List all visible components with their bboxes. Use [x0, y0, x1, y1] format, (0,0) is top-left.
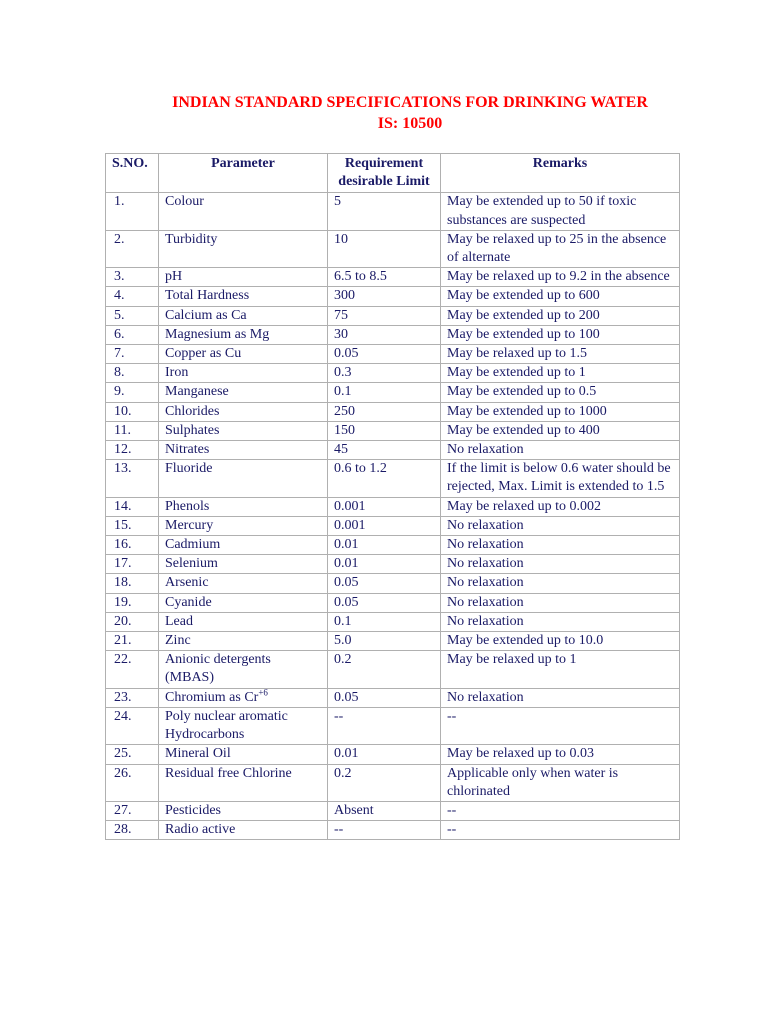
cell-parameter [159, 421, 328, 440]
table-row [106, 516, 680, 535]
cell-parameter-text: Mercury [165, 517, 214, 533]
header-requirement: Requirement desirable Limit [328, 154, 441, 193]
cell-limit-text: 75 [334, 307, 348, 323]
cell-remarks [441, 764, 680, 801]
cell-parameter-text: Chromium as Cr [165, 689, 259, 705]
cell-parameter-text: Lead [165, 613, 193, 629]
specifications-table [105, 153, 680, 840]
cell-remarks [441, 460, 680, 497]
cell-remarks [441, 402, 680, 421]
cell-parameter [159, 574, 328, 593]
cell-remarks [441, 801, 680, 820]
cell-limit-text: 0.01 [334, 746, 359, 762]
cell-remarks [441, 383, 680, 402]
cell-parameter [159, 536, 328, 555]
table-row [106, 364, 680, 383]
cell-sno [106, 345, 159, 364]
cell-parameter [159, 193, 328, 230]
cell-sno-text: 4. [114, 288, 125, 304]
cell-sno [106, 421, 159, 440]
cell-limit [328, 306, 441, 325]
cell-remarks [441, 193, 680, 230]
cell-parameter-text: Cadmium [165, 537, 221, 553]
cell-parameter [159, 306, 328, 325]
cell-remarks [441, 364, 680, 383]
cell-remarks-text: No relaxation [447, 594, 524, 610]
cell-remarks-text: No relaxation [447, 556, 524, 572]
cell-remarks [441, 593, 680, 612]
cell-parameter [159, 441, 328, 460]
table-row [106, 306, 680, 325]
cell-limit [328, 536, 441, 555]
cell-limit-text: 0.001 [334, 498, 366, 514]
table-row [106, 612, 680, 631]
table-row [106, 460, 680, 497]
cell-remarks-text: No relaxation [447, 517, 524, 533]
table-row [106, 801, 680, 820]
cell-sno-text: 23. [114, 689, 132, 705]
cell-remarks [441, 345, 680, 364]
cell-sno [106, 516, 159, 535]
cell-sno-text: 17. [114, 556, 132, 572]
cell-remarks-text: May be extended up to 1000 [447, 403, 607, 419]
cell-remarks-text: May be extended up to 200 [447, 307, 600, 323]
cell-limit-text: 0.01 [334, 556, 359, 572]
cell-sno [106, 364, 159, 383]
cell-parameter-superscript: +6 [258, 687, 268, 698]
table-row [106, 268, 680, 287]
table-row [106, 325, 680, 344]
cell-sno-text: 26. [114, 765, 132, 781]
cell-remarks-text: May be relaxed up to 1.5 [447, 346, 587, 362]
cell-limit-text: 30 [334, 326, 348, 342]
cell-remarks-text: May be extended up to 600 [447, 288, 600, 304]
table-row [106, 383, 680, 402]
cell-limit-text: 0.1 [334, 613, 352, 629]
cell-sno [106, 745, 159, 764]
cell-sno-text: 6. [114, 326, 125, 342]
table-row [106, 536, 680, 555]
cell-limit-text: Absent [334, 802, 374, 818]
header-parameter: Parameter [159, 154, 328, 193]
cell-sno-text: 14. [114, 498, 132, 514]
cell-parameter [159, 651, 328, 688]
cell-limit-text: 5.0 [334, 633, 352, 649]
table-row [106, 555, 680, 574]
cell-limit [328, 707, 441, 744]
cell-parameter [159, 593, 328, 612]
cell-parameter-text: Cyanide [165, 594, 212, 610]
cell-limit-text: 0.2 [334, 765, 352, 781]
cell-sno [106, 821, 159, 840]
cell-limit-text: 10 [334, 231, 348, 247]
cell-parameter [159, 688, 328, 707]
table-body [106, 193, 680, 840]
table-row [106, 402, 680, 421]
cell-limit-text: 0.1 [334, 384, 352, 400]
cell-remarks-text: May be extended up to 400 [447, 422, 600, 438]
table-row [106, 593, 680, 612]
cell-sno [106, 402, 159, 421]
cell-parameter-text: Selenium [165, 556, 218, 572]
cell-limit-text: 0.05 [334, 346, 359, 362]
table-row [106, 230, 680, 267]
cell-limit-text: -- [334, 822, 344, 838]
cell-parameter-text: Magnesium as Mg [165, 326, 270, 342]
cell-remarks-text: May be extended up to 50 if toxic substances are suspected [447, 194, 637, 228]
cell-remarks-text: No relaxation [447, 613, 524, 629]
cell-limit-text: 150 [334, 422, 355, 438]
cell-remarks [441, 287, 680, 306]
cell-remarks [441, 306, 680, 325]
cell-remarks-text: May be relaxed up to 9.2 in the absence [447, 269, 670, 285]
cell-parameter [159, 707, 328, 744]
cell-remarks [441, 688, 680, 707]
cell-limit [328, 441, 441, 460]
cell-parameter [159, 345, 328, 364]
cell-sno-text: 20. [114, 613, 132, 629]
table-row [106, 745, 680, 764]
cell-parameter-text: Chlorides [165, 403, 220, 419]
cell-limit [328, 460, 441, 497]
cell-sno-text: 16. [114, 537, 132, 553]
cell-parameter [159, 268, 328, 287]
table-row [106, 821, 680, 840]
cell-limit [328, 688, 441, 707]
cell-parameter-text: Fluoride [165, 461, 213, 477]
cell-parameter-text: Iron [165, 365, 189, 381]
cell-limit [328, 651, 441, 688]
cell-limit [328, 745, 441, 764]
cell-remarks-text: No relaxation [447, 575, 524, 591]
cell-limit [328, 632, 441, 651]
cell-limit [328, 421, 441, 440]
cell-limit [328, 193, 441, 230]
title-line-1: INDIAN STANDARD SPECIFICATIONS FOR DRINKING WATER [172, 94, 648, 111]
cell-parameter-text: Zinc [165, 633, 191, 649]
cell-limit [328, 821, 441, 840]
cell-parameter [159, 632, 328, 651]
cell-sno [106, 651, 159, 688]
cell-remarks-text: -- [447, 708, 457, 724]
cell-limit [328, 287, 441, 306]
cell-remarks-text: No relaxation [447, 442, 524, 458]
cell-limit-text: 0.6 to 1.2 [334, 461, 387, 477]
title-line-2: IS: 10500 [377, 115, 443, 132]
cell-sno [106, 632, 159, 651]
cell-remarks [441, 632, 680, 651]
cell-remarks-text: May be extended up to 10.0 [447, 633, 604, 649]
cell-parameter-text: Arsenic [165, 575, 209, 591]
cell-limit-text: 5 [334, 194, 341, 210]
cell-parameter-text: Turbidity [165, 231, 218, 247]
table-row [106, 345, 680, 364]
cell-limit-text: 0.05 [334, 689, 359, 705]
header-row [106, 154, 680, 193]
cell-sno [106, 555, 159, 574]
cell-parameter-text: Pesticides [165, 802, 221, 818]
cell-sno-text: 22. [114, 652, 132, 668]
cell-parameter [159, 555, 328, 574]
cell-parameter [159, 383, 328, 402]
cell-parameter-text: Calcium as Ca [165, 307, 247, 323]
cell-parameter [159, 821, 328, 840]
table-row [106, 287, 680, 306]
cell-parameter-text: Manganese [165, 384, 229, 400]
cell-limit-text: 250 [334, 403, 355, 419]
table-header [106, 154, 680, 193]
cell-remarks [441, 574, 680, 593]
cell-parameter-text: Radio active [165, 822, 236, 838]
cell-parameter [159, 516, 328, 535]
cell-parameter-text: Phenols [165, 498, 210, 514]
cell-sno [106, 460, 159, 497]
cell-sno-text: 27. [114, 802, 132, 818]
cell-sno [106, 497, 159, 516]
cell-limit [328, 555, 441, 574]
cell-remarks-text: May be relaxed up to 0.002 [447, 498, 601, 514]
cell-remarks-text: May be relaxed up to 1 [447, 652, 577, 668]
document-title [0, 92, 768, 134]
cell-sno-text: 19. [114, 594, 132, 610]
cell-limit [328, 801, 441, 820]
cell-parameter [159, 364, 328, 383]
cell-remarks [441, 497, 680, 516]
cell-sno [106, 574, 159, 593]
cell-sno [106, 441, 159, 460]
cell-remarks [441, 441, 680, 460]
cell-limit-text: -- [334, 708, 344, 724]
cell-remarks-text: May be extended up to 0.5 [447, 384, 597, 400]
cell-limit [328, 593, 441, 612]
cell-sno-text: 12. [114, 442, 132, 458]
cell-remarks-text: May be extended up to 1 [447, 365, 586, 381]
cell-remarks [441, 612, 680, 631]
cell-parameter-text: Mineral Oil [165, 746, 231, 762]
cell-limit [328, 516, 441, 535]
cell-limit-text: 0.05 [334, 594, 359, 610]
cell-sno-text: 9. [114, 384, 125, 400]
cell-remarks-text: May be extended up to 100 [447, 326, 600, 342]
table-row [106, 707, 680, 744]
cell-parameter [159, 230, 328, 267]
cell-parameter-text: Anionic detergents (MBAS) [165, 652, 271, 686]
cell-parameter-text: Total Hardness [165, 288, 250, 304]
cell-remarks [441, 268, 680, 287]
cell-limit-text: 0.3 [334, 365, 352, 381]
cell-limit [328, 574, 441, 593]
cell-sno-text: 21. [114, 633, 132, 649]
cell-sno [106, 536, 159, 555]
cell-limit [328, 230, 441, 267]
cell-remarks [441, 325, 680, 344]
cell-remarks-text: -- [447, 802, 457, 818]
cell-limit [328, 764, 441, 801]
cell-parameter [159, 497, 328, 516]
cell-remarks-text: If the limit is below 0.6 water should be rejected, Max. Limit is extended to 1.5 [447, 461, 671, 495]
cell-parameter [159, 460, 328, 497]
cell-remarks [441, 745, 680, 764]
cell-remarks [441, 707, 680, 744]
cell-sno-text: 13. [114, 461, 132, 477]
cell-sno [106, 306, 159, 325]
header-sno: S.NO. [106, 154, 159, 193]
table-row [106, 193, 680, 230]
cell-limit-text: 6.5 to 8.5 [334, 269, 387, 285]
cell-sno-text: 25. [114, 746, 132, 762]
cell-sno [106, 593, 159, 612]
cell-limit [328, 325, 441, 344]
table-row [106, 497, 680, 516]
cell-remarks-text: No relaxation [447, 689, 524, 705]
cell-parameter [159, 764, 328, 801]
cell-remarks [441, 821, 680, 840]
cell-sno-text: 18. [114, 575, 132, 591]
cell-limit [328, 383, 441, 402]
cell-sno [106, 287, 159, 306]
cell-sno [106, 383, 159, 402]
cell-parameter [159, 325, 328, 344]
cell-remarks [441, 230, 680, 267]
cell-sno-text: 8. [114, 365, 125, 381]
table-row [106, 688, 680, 707]
cell-remarks [441, 421, 680, 440]
cell-sno [106, 688, 159, 707]
cell-sno-text: 7. [114, 346, 125, 362]
cell-sno [106, 325, 159, 344]
cell-limit [328, 497, 441, 516]
cell-limit-text: 0.2 [334, 652, 352, 668]
cell-remarks [441, 516, 680, 535]
cell-parameter [159, 287, 328, 306]
cell-limit [328, 612, 441, 631]
cell-sno-text: 10. [114, 403, 132, 419]
cell-sno [106, 268, 159, 287]
table-row [106, 441, 680, 460]
cell-remarks-text: May be relaxed up to 0.03 [447, 746, 594, 762]
cell-sno-text: 15. [114, 517, 132, 533]
cell-parameter [159, 801, 328, 820]
cell-sno [106, 801, 159, 820]
cell-remarks [441, 555, 680, 574]
cell-limit [328, 345, 441, 364]
cell-parameter [159, 402, 328, 421]
table-row [106, 574, 680, 593]
cell-sno [106, 707, 159, 744]
cell-sno-text: 5. [114, 307, 125, 323]
cell-parameter-text: Residual free Chlorine [165, 765, 292, 781]
cell-parameter-text: Nitrates [165, 442, 210, 458]
header-remarks: Remarks [441, 154, 680, 193]
cell-limit [328, 364, 441, 383]
cell-sno-text: 2. [114, 231, 125, 247]
cell-limit-text: 0.01 [334, 537, 359, 553]
cell-remarks-text: No relaxation [447, 537, 524, 553]
cell-remarks [441, 651, 680, 688]
cell-limit [328, 402, 441, 421]
cell-limit-text: 0.05 [334, 575, 359, 591]
cell-limit-text: 45 [334, 442, 348, 458]
cell-limit-text: 300 [334, 288, 355, 304]
cell-sno-text: 24. [114, 708, 132, 724]
table-row [106, 632, 680, 651]
table-row [106, 421, 680, 440]
cell-sno-text: 1. [114, 194, 125, 210]
cell-remarks-text: Applicable only when water is chlorinated [447, 765, 619, 799]
cell-sno-text: 11. [114, 422, 131, 438]
cell-parameter [159, 745, 328, 764]
cell-parameter [159, 612, 328, 631]
cell-sno-text: 3. [114, 269, 125, 285]
cell-parameter-text: pH [165, 269, 183, 285]
cell-sno [106, 764, 159, 801]
cell-sno [106, 230, 159, 267]
cell-parameter-text: Poly nuclear aromatic Hydrocarbons [165, 708, 288, 743]
table-row [106, 764, 680, 801]
cell-parameter-text: Sulphates [165, 422, 220, 438]
cell-limit-text: 0.001 [334, 517, 366, 533]
cell-parameter-text: Copper as Cu [165, 346, 242, 362]
cell-sno-text: 28. [114, 822, 132, 838]
table-row [106, 651, 680, 688]
cell-remarks-text: -- [447, 822, 457, 838]
cell-sno [106, 612, 159, 631]
cell-sno [106, 193, 159, 230]
cell-remarks-text: May be relaxed up to 25 in the absence of alternate [447, 231, 667, 266]
cell-remarks [441, 536, 680, 555]
cell-parameter-text: Colour [165, 194, 204, 210]
cell-limit [328, 268, 441, 287]
